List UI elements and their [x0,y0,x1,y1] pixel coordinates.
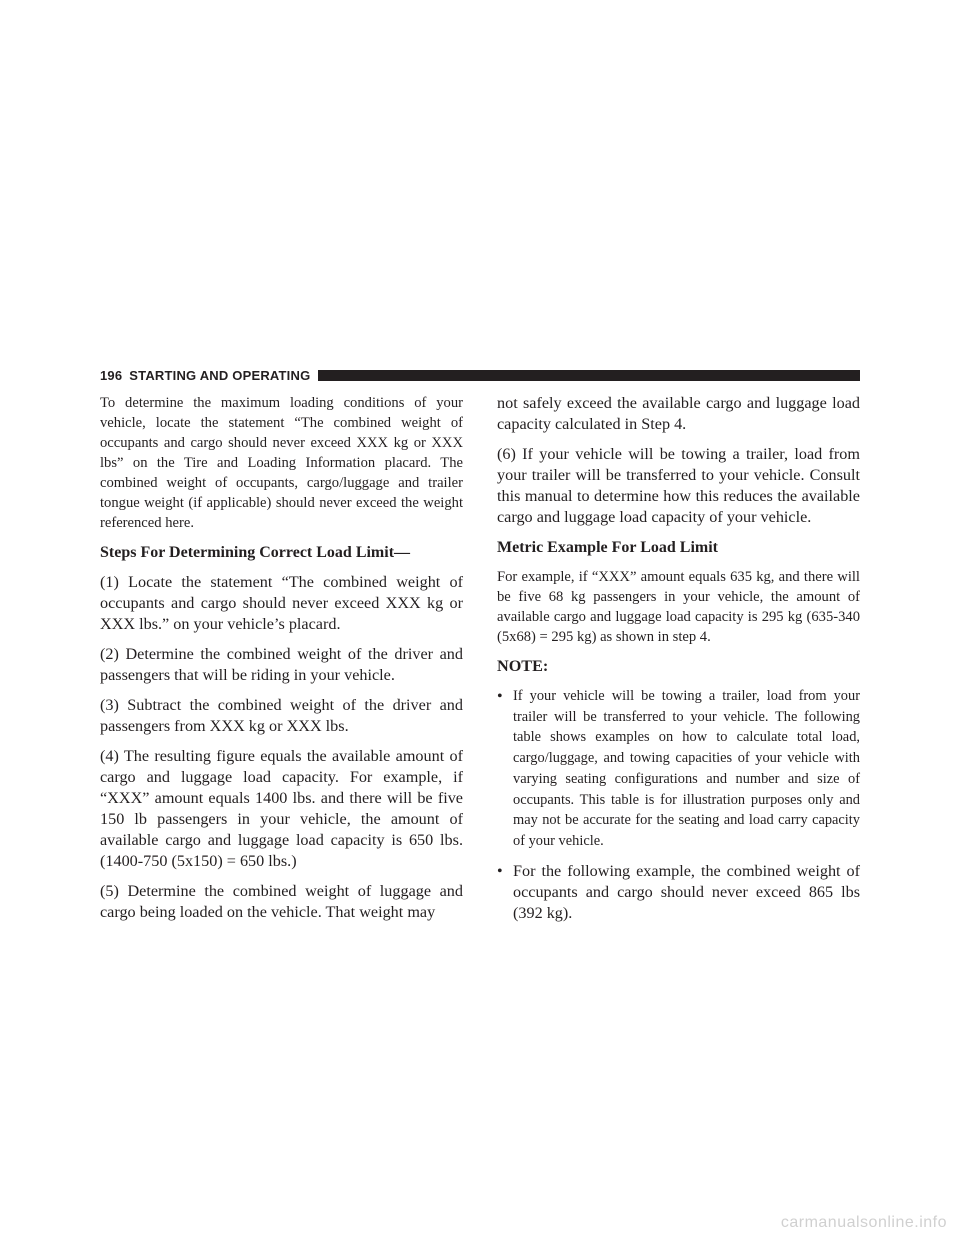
left-column [100,393,463,932]
watermark: carmanualsonline.info [780,1214,947,1231]
body-paragraph: For example, if “XXX” amount equals 635 kg, and there will be five 68 kg passengers in your vehicle, the amount of available cargo and luggage load capacity is 295 kg (635-340 (5x68) = 295 kg) as shown in step 4. [497,569,860,645]
section-title: STARTING AND OPERATING [129,367,311,383]
body-paragraph: (4) The resulting figure equals the available amount of cargo and luggage load capacity. For example, if “XXX” amount equals 1400 lbs. and there will be five 150 lb passengers in your vehicle, the amount of available cargo and luggage load capacity is 650 lbs. (1400-750 (5x150) = 650 lbs.) [100,747,463,870]
section-heading: Steps For Determining Correct Load Limit— [100,544,411,561]
bullet-text: For the following example, the combined weight of occupants and cargo should never exceed 865 lbs (392 kg). [513,861,860,922]
section-heading: Metric Example For Load Limit [497,539,718,556]
body-paragraph: (5) Determine the combined weight of luggage and cargo being loaded on the vehicle. That weight may [100,882,463,921]
header-rule [318,370,860,381]
body-paragraph: (2) Determine the combined weight of the driver and passengers that will be riding in your vehicle. [100,645,463,684]
body-paragraph: To determine the maximum loading conditions of your vehicle, locate the statement “The combined weight of occupants and cargo should never exceed XXX kg or XXX lbs” on the Tire and Loading Information placard. The combined weight of occupants, cargo/luggage and trailer tongue weight (if applicable) should never exceed the weight referenced here. [100,395,463,531]
body-paragraph: not safely exceed the available cargo and luggage load capacity calculated in Step 4. [497,394,860,433]
note-label: NOTE: [497,657,549,675]
bullet-item [497,861,860,924]
body-paragraph: (3) Subtract the combined weight of the driver and passengers from XXX kg or XXX lbs. [100,696,463,735]
bullet-icon: • [497,862,503,880]
right-column [497,393,860,933]
body-paragraph: (1) Locate the statement “The combined weight of occupants and cargo should never exceed XXX kg or XXX lbs.” on your vehicle’s placard. [100,573,463,633]
bullet-item [497,686,860,852]
bullet-text: If your vehicle will be towing a trailer, load from your trailer will be transferred to your vehicle. The following table shows examples on how to calculate total load, cargo/luggage, and towing capacities of your vehicle with varying seating configurations and number and size of occupants. This table is for illustration purposes only and may not be accurate for the seating and load carry capacity of your vehicle. [513,688,860,849]
page-header [100,366,860,384]
page-number: 196 [100,367,123,383]
bullet-icon: • [497,688,503,705]
body-paragraph: (6) If your vehicle will be towing a trailer, load from your trailer will be transferred to your vehicle. Consult this manual to determine how this reduces the available cargo and luggage load capacity of your vehicle. [497,445,860,526]
